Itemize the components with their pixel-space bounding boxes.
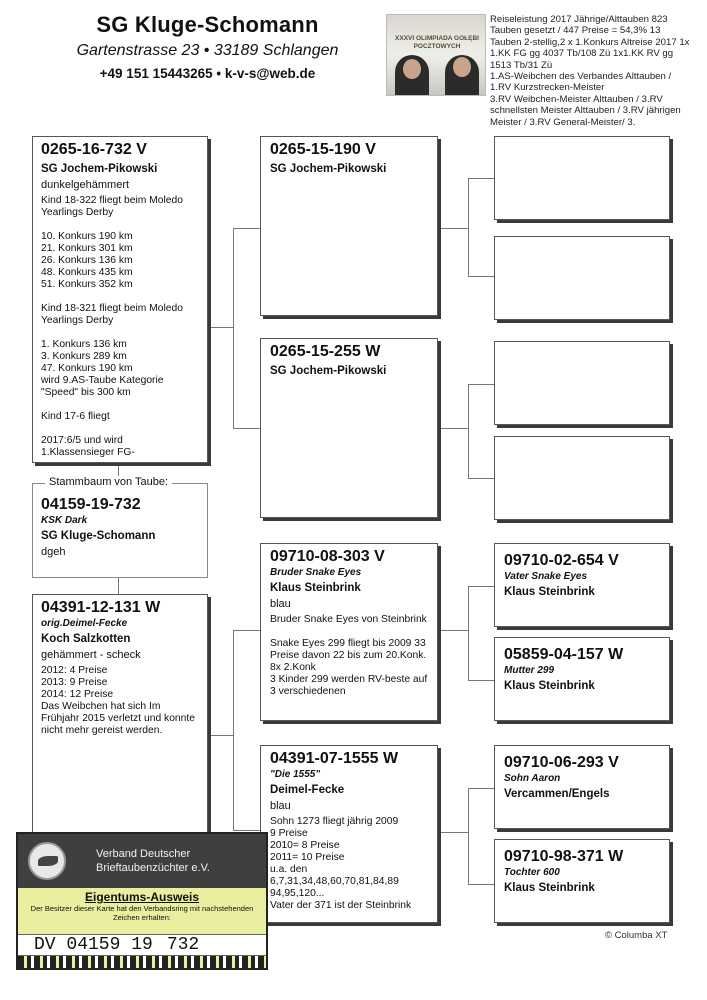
subject-owner: SG Kluge-Schomann — [41, 530, 156, 542]
dam-owner: Koch Salzkotten — [41, 633, 131, 645]
ggp-name: Vater Snake Eyes — [504, 571, 588, 582]
ggp-name: Tochter 600 — [504, 867, 560, 878]
sire-dam-owner: SG Jochem-Pikowski — [270, 365, 387, 377]
copyright: © Columba XT — [605, 930, 668, 941]
card-header — [18, 834, 266, 888]
person-head — [453, 57, 471, 77]
connector — [233, 428, 260, 429]
sire-sire-card — [260, 136, 438, 316]
ggp-ring: 09710-98-371 W — [504, 848, 624, 865]
breeder-header — [30, 12, 385, 81]
dam-sire-card — [260, 543, 438, 721]
ggp-name: Mutter 299 — [504, 665, 555, 676]
person-head — [403, 59, 421, 79]
dam-notes: Das Weibchen hat sich Im Frühjahr 2015 verletzt und konnte nicht mehr gereist werden. — [41, 701, 195, 736]
connector — [468, 276, 494, 277]
card-org-line2: Brieftaubenzüchter e.V. — [96, 862, 210, 874]
ggp-ring: 09710-02-654 V — [504, 552, 619, 569]
dam-sire-owner: Klaus Steinbrink — [270, 582, 361, 594]
card-pattern — [18, 956, 266, 970]
dam-sire-color: blau — [270, 598, 291, 610]
connector — [438, 832, 468, 833]
connector — [118, 578, 119, 594]
ggp-owner: Klaus Steinbrink — [504, 680, 595, 692]
ownership-card — [16, 832, 268, 970]
sire-card — [32, 136, 208, 463]
olympiad-photo — [386, 14, 486, 96]
breeder-name: SG Kluge-Schomann — [96, 12, 319, 37]
connector — [233, 228, 234, 428]
card-ring-prefix: DV 04159 19 — [34, 935, 153, 955]
empty-ancestor-card — [494, 236, 670, 320]
ggp-card-ddd — [494, 839, 670, 923]
breeder-contact: +49 151 15443265 • k-v-s@web.de — [99, 66, 316, 81]
pigeon-logo-icon — [28, 842, 66, 880]
dam-dam-card — [260, 745, 438, 923]
empty-ancestor-card — [494, 136, 670, 220]
card-body — [18, 888, 266, 934]
ggp-owner: Klaus Steinbrink — [504, 586, 595, 598]
ggp-owner: Vercammen/Engels — [504, 788, 610, 800]
dam-dam-name: "Die 1555" — [270, 769, 321, 780]
connector — [468, 884, 494, 885]
connector — [468, 586, 494, 587]
dam-name: orig.Deimel-Fecke — [41, 618, 128, 629]
sire-sire-ring: 0265-15-190 V — [270, 141, 376, 158]
connector — [468, 478, 494, 479]
sire-notes: Kind 18-322 fliegt beim Moledo Yearlings Derby 10. Konkurs 190 km 21. Konkurs 301 km 26. Konkurs 136 km 48. Konkurs 435 km 51. Konkurs 352 km Kind 18-321 fliegt beim Moledo Yearlings Derby 1. Konkurs 136 km 3. Konkurs 289 km 47. Konkurs 190 km wird 9.AS-Taube Kategorie "Speed" bis 300 km Kind 17-6 fliegt 2017:6/5 und wird 1.Klassensieger FG- — [41, 195, 183, 458]
ggp-card-dss — [494, 543, 670, 627]
performance-text: Reiseleistung 2017 Jährige/Alttauben 823 Tauben gesetzt / 447 Preise = 54,3% 13 Tauben 2-stellig,2 x 1.Konkurs Altreise 2017 1x 1.KK FG gg 4037 Tb/108 Zü 1x1.KK RV gg 1513 Tb/31 Zü 1.AS-Weibchen des Verbandes Alttauben / 1.RV Kurzstrecken-Meister 3.RV Weibchen-Meister Alttauben / 3.RV schnellsten Meister Alttauben / 3.RV jährigen Meister / 3.RV General-Meister/ 3. — [490, 14, 690, 128]
dam-color: gehämmert - scheck — [41, 649, 141, 661]
dam-sire-notes: Bruder Snake Eyes von Steinbrink Snake Eyes 299 fliegt bis 2009 33 Preise davon 22 bis zum 20.Konk. 8x 2.Konk 3 Kinder 299 werden RV-beste auf 3 verschiedenen — [270, 614, 428, 697]
sire-dam-ring: 0265-15-255 W — [270, 343, 381, 360]
sire-ring: 0265-16-732 V — [41, 141, 147, 158]
empty-ancestor-card — [494, 436, 670, 520]
connector — [233, 630, 260, 631]
connector — [468, 384, 494, 385]
ggp-name: Sohn Aaron — [504, 773, 561, 784]
subject-name: KSK Dark — [41, 515, 88, 526]
sire-dam-card — [260, 338, 438, 518]
dam-dam-ring: 04391-07-1555 W — [270, 750, 399, 767]
connector — [233, 830, 260, 831]
dam-ring: 04391-12-131 W — [41, 599, 161, 616]
dam-dam-color: blau — [270, 800, 291, 812]
ggp-card-dds — [494, 745, 670, 829]
subject-card — [32, 476, 208, 578]
ggp-card-dsd — [494, 637, 670, 721]
dam-card — [32, 594, 208, 834]
dam-sire-ring: 09710-08-303 V — [270, 548, 385, 565]
dam-dam-notes: Sohn 1273 fliegt jährig 2009 9 Preise 2010= 8 Preise 2011= 10 Preise u.a. den 6,7,31,34,48,60,70,81,84,89 94,95,120... Vater der 371 ist der Steinbrink — [270, 816, 412, 911]
connector — [233, 630, 234, 830]
pedigree-label: Stammbaum von Taube: — [45, 476, 172, 488]
connector — [233, 228, 260, 229]
connector — [208, 735, 233, 736]
connector — [468, 788, 494, 789]
connector — [468, 586, 469, 680]
breeder-address: Gartenstrasse 23 • 33189 Schlangen — [76, 42, 339, 59]
dam-sire-name: Bruder Snake Eyes — [270, 567, 362, 578]
ggp-ring: 05859-04-157 W — [504, 646, 624, 663]
connector — [208, 327, 233, 328]
connector — [438, 228, 468, 229]
connector — [468, 178, 494, 179]
connector — [468, 178, 469, 276]
card-text: Der Besitzer dieser Karte hat den Verbandsring mit nachstehenden Zeichen erhalten: — [30, 904, 254, 922]
card-title: Eigentums-Ausweis — [84, 890, 200, 904]
connector — [438, 428, 468, 429]
ggp-owner: Klaus Steinbrink — [504, 882, 595, 894]
connector — [438, 630, 468, 631]
connector — [468, 788, 469, 884]
sire-owner: SG Jochem-Pikowski — [41, 163, 158, 175]
sire-sire-owner: SG Jochem-Pikowski — [270, 163, 387, 175]
empty-ancestor-card — [494, 341, 670, 425]
card-org-line1: Verband Deutscher — [96, 848, 191, 860]
connector — [468, 680, 494, 681]
ggp-ring: 09710-06-293 V — [504, 754, 619, 771]
card-ring-number — [18, 934, 266, 956]
photo-banner: XXXVI OLIMPIADA GOŁĘBI POCZTOWYCH — [395, 35, 479, 50]
dam-dam-owner: Deimel-Fecke — [270, 784, 345, 796]
dam-results: 2012: 4 Preise 2013: 9 Preise 2014: 12 Preise — [41, 665, 114, 700]
connector — [468, 384, 469, 478]
sire-color: dunkelgehämmert — [41, 179, 130, 191]
subject-color: dgeh — [41, 546, 66, 558]
card-ring-suffix: 732 — [166, 935, 200, 955]
subject-ring: 04159-19-732 — [41, 496, 141, 513]
